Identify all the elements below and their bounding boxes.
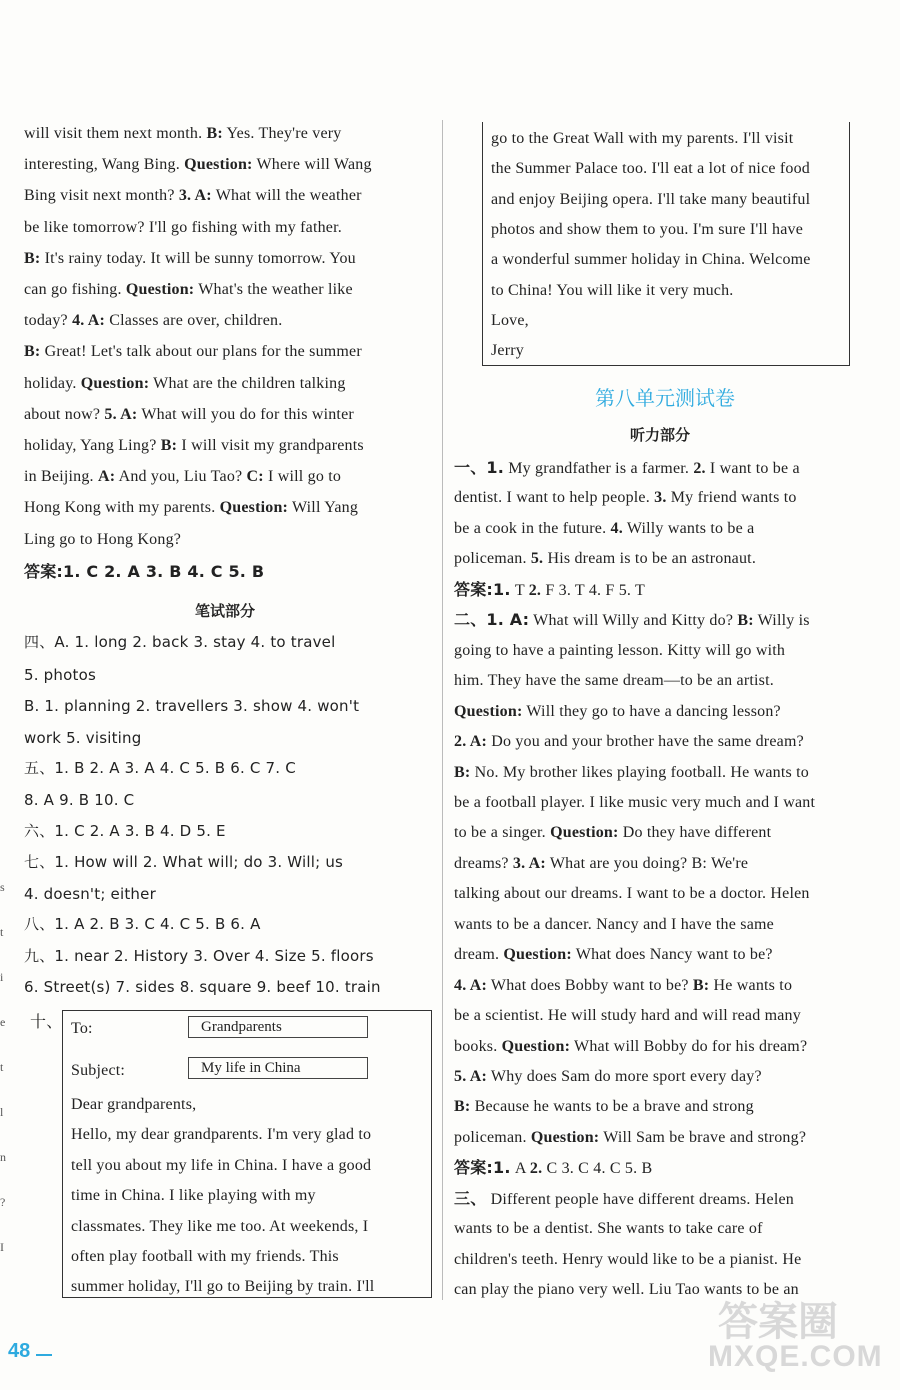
label-bold: Question: xyxy=(501,1037,571,1055)
text-run: dentist. I want to help people. xyxy=(454,489,655,507)
text-run: be like tomorrow? I'll go fishing with my father. xyxy=(24,218,342,236)
text-run: What does Bobby want to be? xyxy=(487,976,693,994)
text-run: What are you doing? B: We're xyxy=(545,854,749,872)
margin-fragment: s xyxy=(0,880,5,894)
text-line xyxy=(454,604,810,635)
text-line xyxy=(24,461,341,492)
label-bold: 4. A: xyxy=(72,312,106,330)
text-line xyxy=(454,726,804,757)
to-field: Grandparents xyxy=(188,1016,368,1038)
label-bold: 2. xyxy=(529,1160,543,1178)
unit-title: 第八单元测试卷 xyxy=(595,386,735,410)
text-run: T xyxy=(510,581,529,599)
email-line: classmates. They like me too. At weekends, I xyxy=(71,1217,369,1235)
text-run: He wants to xyxy=(709,976,793,994)
text-run: him. They have the same dream—to be an artist. xyxy=(454,672,774,690)
text-line xyxy=(24,149,372,180)
text-line xyxy=(24,556,264,587)
label-bold: Question: xyxy=(184,156,253,174)
letter-line: the Summer Palace too. I'll eat a lot of nice food xyxy=(491,160,811,178)
text-run: Classes are over, children. xyxy=(105,312,283,330)
text-line xyxy=(454,1152,652,1183)
exercise-ex6: 六、1. C 2. A 3. B 4. D 5. E xyxy=(24,822,226,840)
letter-line: Jerry xyxy=(491,342,524,360)
text-run: dreams? xyxy=(454,854,513,872)
label-bold: B: xyxy=(692,976,710,994)
text-run: Willy wants to be a xyxy=(622,519,755,537)
exercise-ex7b: 4. doesn't; either xyxy=(24,885,156,903)
margin-fragment: n xyxy=(0,1150,6,1164)
text-run: wants to be a dancer. Nancy and I have the same xyxy=(454,915,774,933)
text-line xyxy=(24,430,364,461)
text-line xyxy=(454,665,774,696)
page-number: 48 xyxy=(8,1340,31,1362)
subject-label: Subject: xyxy=(71,1062,126,1079)
text-run: What's the weather like xyxy=(194,281,353,298)
exercise-ex5b: 8. A 9. B 10. C xyxy=(24,791,135,809)
text-run: Do they have different xyxy=(618,824,772,842)
letter-line: go to the Great Wall with my parents. I'll visit xyxy=(491,130,794,147)
label-bold: 2. xyxy=(693,460,706,477)
text-run: to be a singer. xyxy=(454,824,551,842)
label-bold: Question: xyxy=(454,702,523,720)
text-run: Great! Let's talk about our plans for the summer xyxy=(40,343,362,361)
text-run: Yes. They're very xyxy=(222,125,342,142)
text-line xyxy=(24,399,354,430)
text-line xyxy=(454,513,754,544)
text-run: Willy is xyxy=(753,612,810,630)
text-run: Because he wants to be a brave and strong xyxy=(470,1098,754,1116)
email-line: Dear grandparents, xyxy=(71,1096,197,1113)
exercise-ex9: 九、1. near 2. History 3. Over 4. Size 5. floors xyxy=(24,947,374,965)
text-run: Ling go to Hong Kong? xyxy=(24,530,182,548)
text-run: Will Sam be brave and strong? xyxy=(599,1128,807,1146)
label-bold: 3. xyxy=(654,489,667,507)
label-bold: 答案:1. xyxy=(454,1158,511,1178)
text-run: holiday. xyxy=(24,374,81,392)
text-run: I will visit my grandparents xyxy=(177,437,364,454)
text-run: F 3. T 4. F 5. T xyxy=(541,581,646,599)
text-run: Bing visit next month? xyxy=(24,187,179,205)
label-bold: 4. xyxy=(610,519,623,537)
label-bold: 三、 xyxy=(454,1188,487,1208)
text-line xyxy=(24,274,353,305)
text-line xyxy=(24,180,362,211)
text-run: What will Bobby do for his dream? xyxy=(570,1037,808,1055)
email-line: Hello, my dear grandparents. I'm very glad to xyxy=(71,1126,372,1144)
label-bold: 一、1. xyxy=(454,458,505,477)
text-line xyxy=(454,848,748,879)
text-run: be a football player. I like music very much and I want xyxy=(454,793,816,811)
text-line xyxy=(454,482,797,513)
watermark-logo: 答案圈 xyxy=(718,1300,838,1344)
text-run: What will the weather xyxy=(211,187,362,205)
label-bold: B: xyxy=(454,1098,471,1116)
text-run: Where will Wang xyxy=(252,156,372,174)
text-line xyxy=(24,336,362,367)
label-bold: 2. xyxy=(528,581,542,599)
text-run: Do you and your brother have the same dream? xyxy=(487,733,804,751)
text-run: A xyxy=(510,1160,530,1178)
column-divider xyxy=(442,120,443,1300)
text-run: His dream is to be an astronaut. xyxy=(543,550,757,568)
exercise-ex10: 十、 xyxy=(30,1012,63,1031)
text-run: children's teeth. Henry would like to be a pianist. He xyxy=(454,1250,802,1268)
text-line xyxy=(454,1091,754,1122)
text-line xyxy=(454,635,785,666)
text-run: I want to be a xyxy=(705,460,800,477)
text-run: will visit them next month. xyxy=(24,125,207,142)
text-line xyxy=(24,492,358,523)
label-bold: 二、1. A: xyxy=(454,610,530,630)
text-run: I will go to xyxy=(263,468,342,486)
text-line xyxy=(24,243,356,274)
label-bold: B: xyxy=(24,343,41,361)
email-line: time in China. I like playing with my xyxy=(71,1187,316,1205)
text-line xyxy=(454,1000,801,1031)
text-run: wants to be a dentist. She wants to take care of xyxy=(454,1220,763,1238)
letter-line: photos and show them to you. I'm sure I'll have xyxy=(491,220,804,238)
text-line xyxy=(454,574,645,605)
text-run: What are the children talking xyxy=(149,374,346,392)
label-bold: 3. A: xyxy=(512,854,546,872)
text-line xyxy=(454,939,773,970)
text-run: talking about our dreams. I want to be a doctor. Helen xyxy=(454,885,810,903)
margin-fragment: e xyxy=(0,1015,6,1029)
label-bold: 答案:1. xyxy=(454,579,511,599)
exercise-ex7: 七、1. How will 2. What will; do 3. Will; us xyxy=(24,853,344,871)
label-bold: 5. A: xyxy=(454,1068,487,1085)
page-number-rule xyxy=(36,1354,52,1356)
exercise-ex4a: 四、A. 1. long 2. back 3. stay 4. to travel xyxy=(24,633,336,651)
text-run: books. xyxy=(454,1037,502,1055)
text-run: be a cook in the future. xyxy=(454,519,611,537)
text-run: My friend wants to xyxy=(666,489,797,507)
margin-fragment: ? xyxy=(0,1195,6,1209)
text-run: Different people have different dreams. Helen xyxy=(486,1190,794,1208)
label-bold: Question: xyxy=(80,374,150,392)
label-bold: Question: xyxy=(125,281,195,298)
listening-heading: 听力部分 xyxy=(629,426,690,444)
answer-line: 答案:1. C 2. A 3. B 4. C 5. B xyxy=(24,562,265,581)
label-bold: Question: xyxy=(503,946,572,964)
text-line xyxy=(454,1031,807,1062)
label-bold: B: xyxy=(737,612,754,630)
text-line xyxy=(24,524,181,555)
email-box xyxy=(62,1010,432,1298)
text-run: be a scientist. He will study hard and will read many xyxy=(454,1007,801,1025)
label-bold: B: xyxy=(454,763,471,781)
text-run: policeman. xyxy=(454,550,531,568)
written-heading: 笔试部分 xyxy=(194,602,255,620)
text-run: going to have a painting lesson. Kitty will go with xyxy=(454,641,786,659)
label-bold: 4. A: xyxy=(454,976,487,994)
subject-field: My life in China xyxy=(188,1057,368,1079)
text-line xyxy=(454,909,774,940)
text-run: Will Yang xyxy=(288,499,359,517)
label-bold: B: xyxy=(24,249,41,267)
margin-fragment: t xyxy=(0,1060,4,1074)
text-run: And you, Liu Tao? xyxy=(115,468,247,486)
text-line xyxy=(454,817,771,848)
margin-fragment: l xyxy=(0,1105,4,1119)
text-line xyxy=(24,368,346,399)
text-run: about now? xyxy=(24,405,105,423)
label-bold: A: xyxy=(97,468,116,486)
text-run: My grandfather is a farmer. xyxy=(504,460,694,477)
label-bold: B: xyxy=(160,437,178,454)
text-line xyxy=(454,696,781,727)
text-line xyxy=(454,1213,763,1244)
text-run: C 3. C 4. C 5. B xyxy=(542,1160,653,1178)
exercise-ex4a2: 5. photos xyxy=(24,666,96,684)
text-line xyxy=(454,970,792,1001)
exercise-ex4b2: work 5. visiting xyxy=(24,729,142,747)
text-run: dream. xyxy=(454,946,504,964)
text-line xyxy=(454,878,810,909)
margin-fragment: t xyxy=(0,925,4,939)
exercise-ex9b: 6. Street(s) 7. sides 8. square 9. beef 10. train xyxy=(24,978,381,996)
exercise-ex8: 八、1. A 2. B 3. C 4. C 5. B 6. A xyxy=(24,915,261,933)
text-run: policeman. xyxy=(454,1128,531,1146)
text-line xyxy=(24,212,342,243)
label-bold: 3. A: xyxy=(178,187,212,205)
text-line xyxy=(24,118,342,149)
to-label: To: xyxy=(71,1020,93,1037)
label-bold: C: xyxy=(246,468,264,486)
text-run: in Beijing. xyxy=(24,468,98,486)
text-run: It's rainy today. It will be sunny tomorrow. You xyxy=(40,249,356,267)
text-run: What will Willy and Kitty do? xyxy=(529,612,738,630)
exercise-ex4b: B. 1. planning 2. travellers 3. show 4. won't xyxy=(24,697,360,715)
margin-fragment: i xyxy=(0,970,4,984)
text-line xyxy=(454,543,756,574)
text-run: No. My brother likes playing football. He wants to xyxy=(470,763,809,781)
text-run: holiday, Yang Ling? xyxy=(24,437,161,454)
text-run: interesting, Wang Bing. xyxy=(24,156,185,174)
label-bold: Question: xyxy=(550,824,619,842)
label-bold: 2. A: xyxy=(454,733,487,751)
letter-line: Love, xyxy=(491,311,529,329)
text-line xyxy=(454,1061,762,1092)
text-run: can go fishing. xyxy=(24,281,126,298)
text-line xyxy=(24,305,282,336)
label-bold: 5. xyxy=(530,550,544,568)
text-line xyxy=(454,1244,801,1275)
letter-line: and enjoy Beijing opera. I'll take many beautiful xyxy=(491,190,811,208)
watermark-url: MXQE.COM xyxy=(708,1340,883,1373)
text-run: What will you do for this winter xyxy=(137,405,354,423)
text-line xyxy=(454,787,815,818)
margin-fragment: I xyxy=(0,1240,4,1254)
label-bold: 5. A: xyxy=(104,405,138,423)
email-line: often play football with my friends. This xyxy=(71,1248,339,1265)
email-line: tell you about my life in China. I have a good xyxy=(71,1156,372,1174)
label-bold: B: xyxy=(206,125,223,142)
text-line xyxy=(454,757,809,788)
text-run: can play the piano very well. Liu Tao wants to be an xyxy=(454,1281,799,1299)
text-line xyxy=(454,1122,806,1153)
text-line xyxy=(454,452,800,483)
label-bold: Question: xyxy=(530,1128,600,1146)
label-bold: Question: xyxy=(219,499,289,517)
text-run: Hong Kong with my parents. xyxy=(24,499,220,517)
text-line xyxy=(454,1183,794,1214)
letter-box xyxy=(482,122,850,366)
letter-line: a wonderful summer holiday in China. Welcome xyxy=(491,251,811,269)
exercise-ex5: 五、1. B 2. A 3. A 4. C 5. B 6. C 7. C xyxy=(24,759,296,777)
email-line: summer holiday, I'll go to Beijing by train. I'll xyxy=(71,1278,375,1296)
text-run: What does Nancy want to be? xyxy=(571,946,773,964)
text-run: Will they go to have a dancing lesson? xyxy=(522,702,781,720)
text-run: Why does Sam do more sport every day? xyxy=(487,1068,762,1085)
text-run: today? xyxy=(24,312,73,330)
letter-line: to China! You will like it very much. xyxy=(491,281,734,299)
